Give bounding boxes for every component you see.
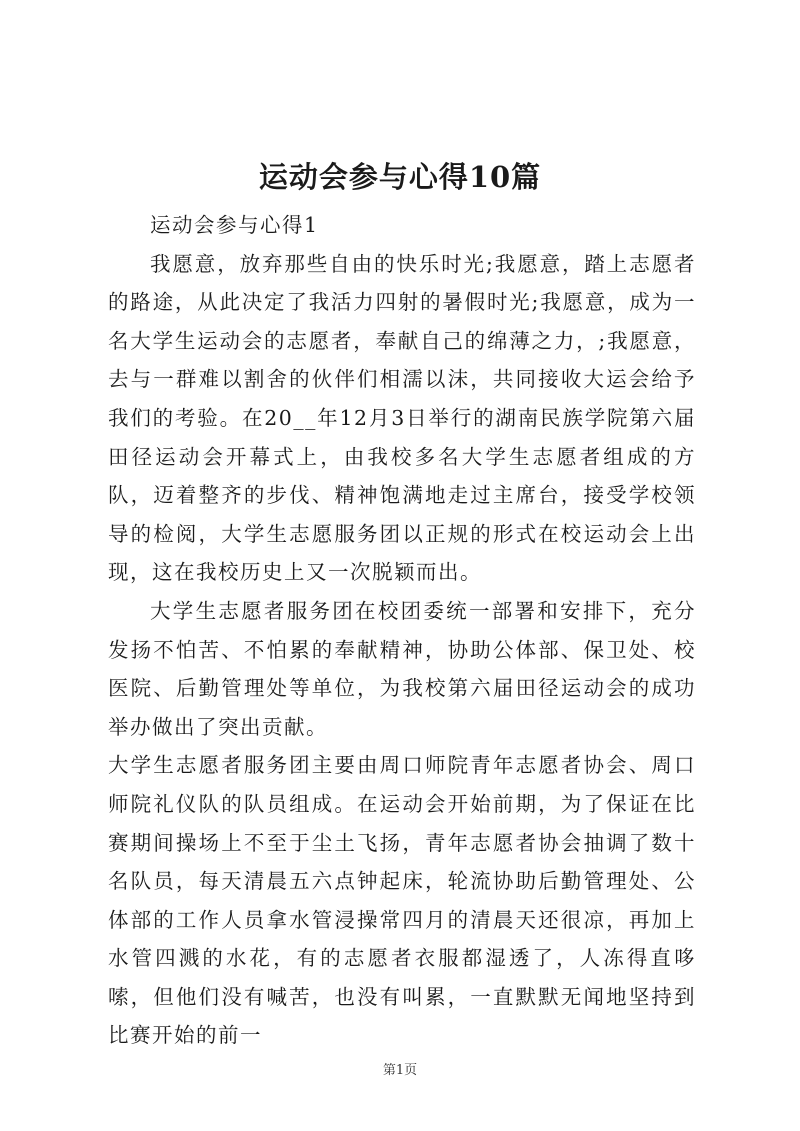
section-heading: 运动会参与心得1 <box>150 213 319 237</box>
document-body <box>108 206 696 1055</box>
page-number: 第1页 <box>382 1063 418 1078</box>
paragraph-3: 大学生志愿者服务团主要由周口师院青年志愿者协会、周口师院礼仪队的队员组成。在运动会开始前期，为了保证在比赛期间操场上不至于尘土飞扬，青年志愿者协会抽调了数十名队员，每天清晨五六点钟起床，轮流协助后勤管理处、公体部的工作人员拿水管浸操常四月的清晨天还很凉，再加上水管四溅的水花，有的志愿者衣服都湿透了，人冻得直哆嗦，但他们没有喊苦，也没有叫累，一直默默无闻地坚持到比赛开始的前一 <box>108 753 696 1048</box>
document-title: 运动会参与心得10篇 <box>258 160 542 194</box>
paragraph-1: 我愿意，放弃那些自由的快乐时光;我愿意，踏上志愿者的路途，从此决定了我活力四射的暑假时光;我愿意，成为一名大学生运动会的志愿者，奉献自己的绵薄之力，;我愿意，去与一群难以割舍的伙伴们相濡以沫，共同接收大运会给予我们的考验。在20__年12月3日举行的湖南民族学院第六届田径运动会开幕式上，由我校多名大学生志愿者组成的方队，迈着整齐的步伐、精神饱满地走过主席台，接受学校领导的检阅，大学生志愿服务团以正规的形式在校运动会上出现，这在我校历史上又一次脱颖而出。 <box>108 251 696 585</box>
paragraph-2: 大学生志愿者服务团在校团委统一部署和安排下，充分发扬不怕苦、不怕累的奉献精神，协助公体部、保卫处、校医院、后勤管理处等单位，为我校第六届田径运动会的成功举办做出了突出贡献。 <box>108 598 696 739</box>
